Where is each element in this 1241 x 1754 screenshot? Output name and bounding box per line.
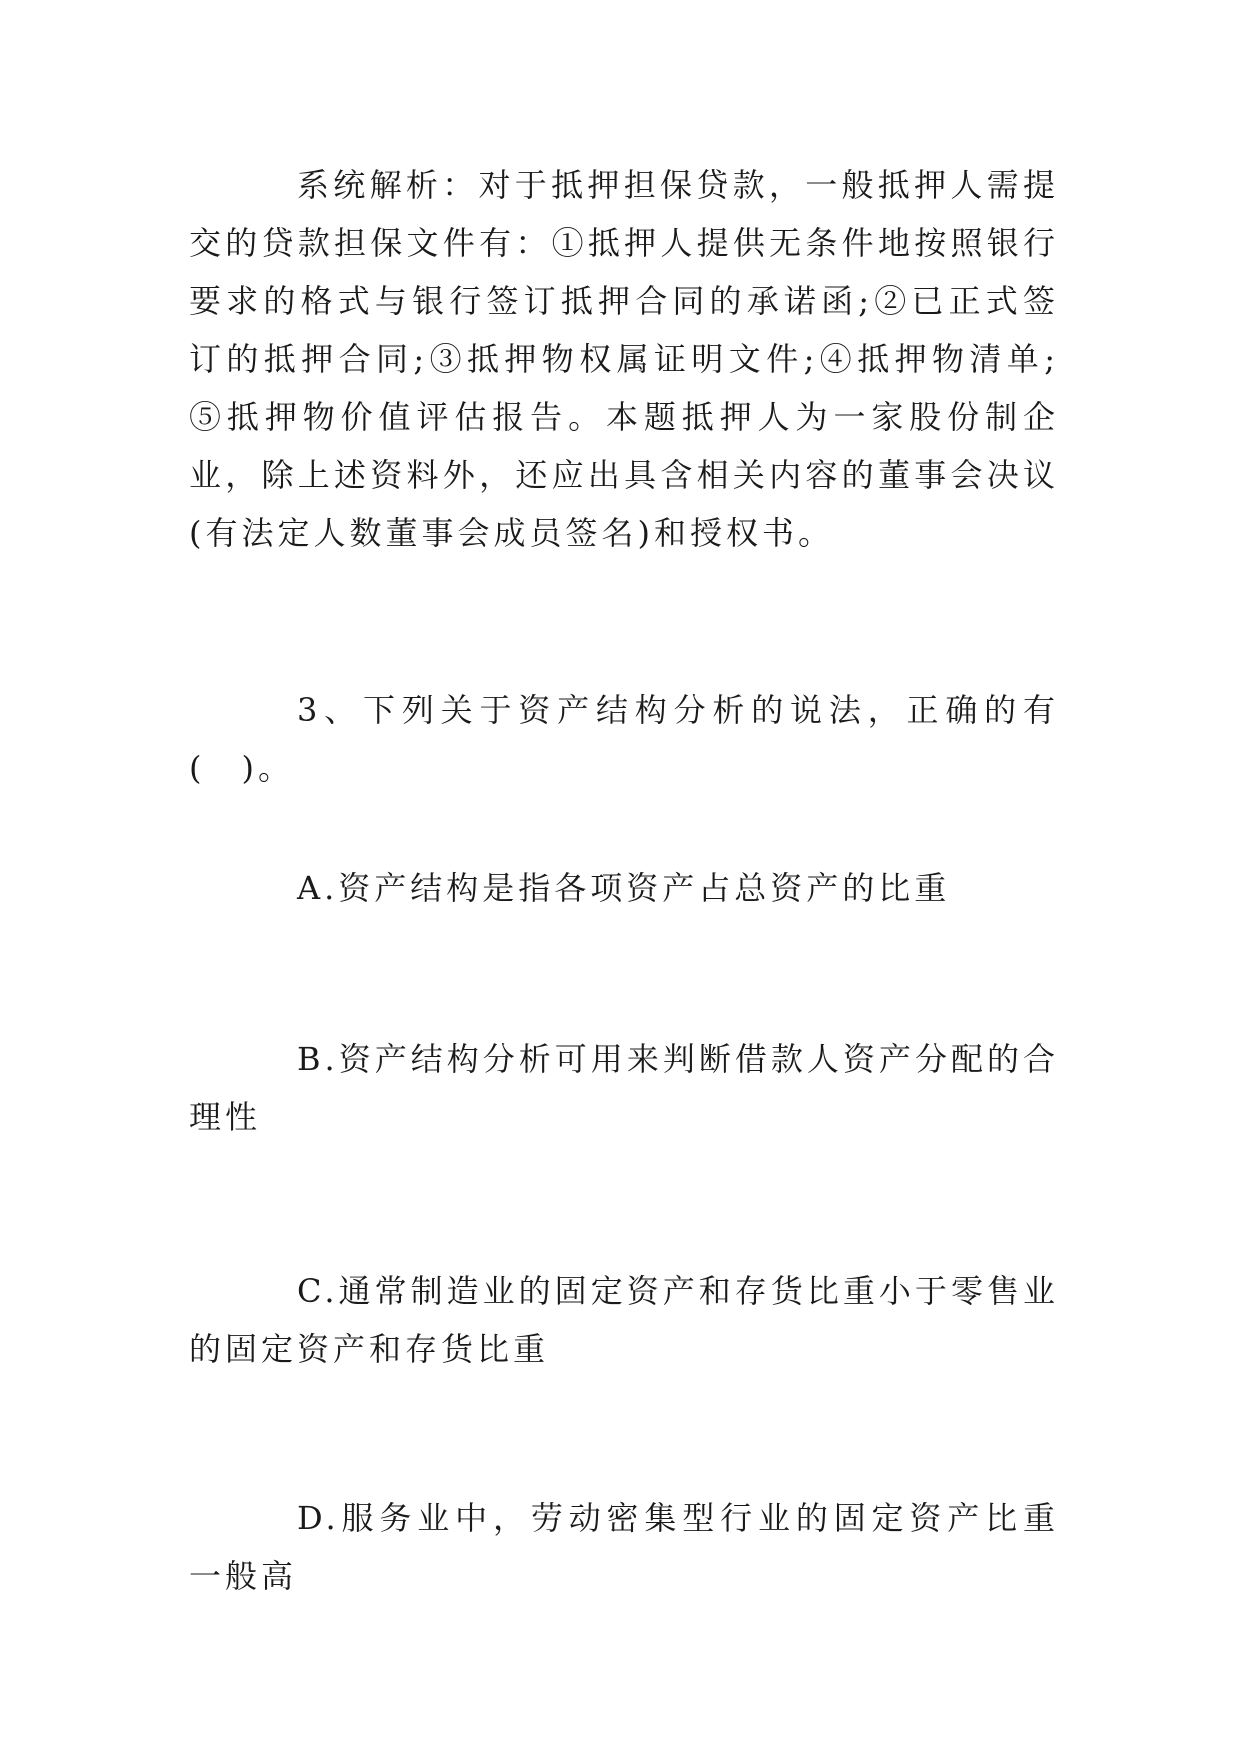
option-b: B.资产结构分析可用来判断借款人资产分配的合理性 (189, 1040, 1059, 1136)
option-c: C.通常制造业的固定资产和存货比重小于零售业的固定资产和存货比重 (189, 1272, 1059, 1368)
analysis-paragraph: 系统解析：对于抵押担保贷款，一般抵押人需提交的贷款担保文件有：①抵押人提供无条件地按照银行要求的格式与银行签订抵押合同的承诺函;②已正式签订的抵押合同;③抵押物权属证明文件;④抵押物清单;⑤抵押物价值评估报告。本题抵押人为一家股份制企业，除上述资料外，还应出具含相关内容的董事会决议(有法定人数董事会成员签名)和授权书。 (189, 166, 1059, 552)
option-d: D.服务业中，劳动密集型行业的固定资产比重一般高 (189, 1499, 1059, 1595)
question-paragraph: 3、下列关于资产结构分析的说法，正确的有( )。 (189, 691, 1059, 787)
option-a: A.资产结构是指各项资产占总资产的比重 (297, 869, 951, 907)
